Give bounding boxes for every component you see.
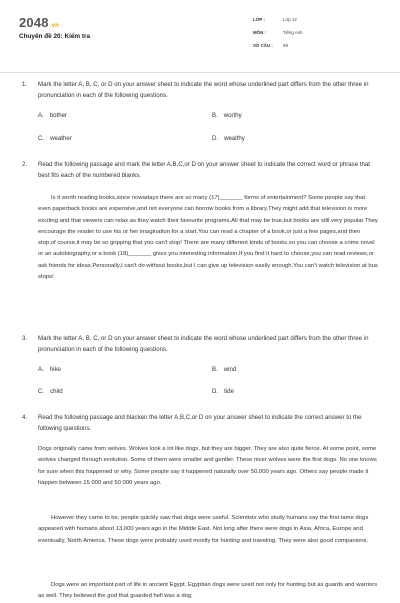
meta-value: Lớp 12 xyxy=(283,17,297,22)
option-letter: D. xyxy=(212,135,219,142)
option-c[interactable] xyxy=(38,388,63,395)
option-text: worthy xyxy=(223,112,242,119)
option-d[interactable] xyxy=(212,135,245,142)
question-number: 2. xyxy=(22,161,28,168)
option-a[interactable] xyxy=(38,112,67,119)
option-letter: B. xyxy=(212,112,218,119)
question-number: 4. xyxy=(22,414,28,421)
option-text: wind xyxy=(223,366,237,373)
question-text: Mark the letter A, B, C, or D on your answer sheet to indicate the word whose underlined part differs from the other three in pronunciation in each of the following questions. xyxy=(38,81,369,99)
meta-value: 99 xyxy=(283,43,288,48)
option-text: tide xyxy=(224,388,234,395)
meta-value: Tiếng Anh xyxy=(283,30,303,35)
meta-key: SỐ CÂU : xyxy=(253,43,273,48)
logo-main: 2048 xyxy=(19,15,49,30)
question-text: Read the following passage and blacken the letter A,B,C,or D on your answer sheet to indicate the correct answer to the following questions. xyxy=(38,414,362,432)
meta-row-class xyxy=(253,17,303,30)
option-letter: B. xyxy=(212,366,218,373)
meta-key: LỚP : xyxy=(253,17,265,22)
option-b[interactable] xyxy=(212,112,242,119)
question-4-paragraph-1: Dogs originally came from wolves. Wolves look a lot like dogs, but they are bigger. They are also quite fierce. At some point, some wolves changed through evolution. Some of them were smaller and gentler. These nicer wolves were the first dogs. No one knows for sure when this happened or why. Some people say it happened naturally over 50,000 years ago. Others say people made it happen between 15 000 and 50 000 years ago. xyxy=(38,446,377,486)
option-text: weather xyxy=(50,135,72,142)
option-letter: A. xyxy=(38,112,44,119)
option-letter: A. xyxy=(38,366,44,373)
page-header xyxy=(0,0,400,72)
meta-row-subject xyxy=(253,30,303,43)
option-d[interactable] xyxy=(212,388,234,395)
site-logo[interactable] xyxy=(19,15,59,30)
question-number: 1. xyxy=(22,81,28,88)
option-letter: D. xyxy=(212,388,219,395)
question-4-paragraph-3: Dogs were an important part of life in ancient Egypt. Egyptian dogs were used not only for hunting but as guards and warriors as well. They believed the god that guarded hell was a dog. xyxy=(38,582,378,600)
question-number: 3. xyxy=(22,335,28,342)
option-a[interactable] xyxy=(38,366,61,373)
document-title: Chuyên đề 20: Kiểm tra xyxy=(19,33,91,40)
question-text: Mark the letter A, B, C, or D on your answer sheet to indicate the word whose underlined part differs from the other three in pronunciation in each of the following questions. xyxy=(38,335,369,353)
meta-key: MÔN : xyxy=(253,30,266,35)
logo-tld: .vn xyxy=(49,23,60,29)
document-meta xyxy=(253,17,303,56)
option-c[interactable] xyxy=(38,135,72,142)
option-text: bother xyxy=(49,112,68,119)
option-letter: C. xyxy=(38,135,45,142)
option-text: child xyxy=(50,388,63,395)
option-text: hike xyxy=(49,366,61,373)
option-text: wealthy xyxy=(224,135,245,142)
question-text: Read the following passage and mark the letter A,B,C,or D on your answer sheet to indicate the correct word or phrase that best fits each of the numbered blanks. xyxy=(38,161,370,179)
option-b[interactable] xyxy=(212,366,236,373)
question-4-paragraph-2: However they came to be, people quickly saw that dogs were useful. Scientists who study humans say the first tame dogs appeared with humans about 13,000 years ago in the Middle East. Not long after there were dogs in Asia, Africa, Europe and eventually, North America. These dogs were probably used mostly for hunting and traveling. They were also good companions. xyxy=(38,515,369,544)
option-letter: C. xyxy=(38,388,45,395)
meta-row-count xyxy=(253,43,303,56)
header-divider xyxy=(0,72,400,73)
question-2-passage: Is it worth reading books,since nowadays there are so many (17)_______ forms of entertainment? Some people say that even paperback books are expensive,and not everyone can borrow books from a library.They might add that television is more exciting and that viewers can relax as they watch their favourite programs.All that may be true,but books are still very popular.They encourage the reader to use his or her imagination for a start.You can read a chapter of a book,or just a few pages,and then stop,of course,it may be so gripping that you can't stop! There are many different kinds of books,so you can choose a crime novel or an autobiography,or a book (18)_______ gives you interesting information.If you find it hard to choose,you can read reviews,or ask friends for ideas.Personally,I can't do without books,but I can give up television easily enough.You can't watch television at bus stops! xyxy=(38,195,378,281)
